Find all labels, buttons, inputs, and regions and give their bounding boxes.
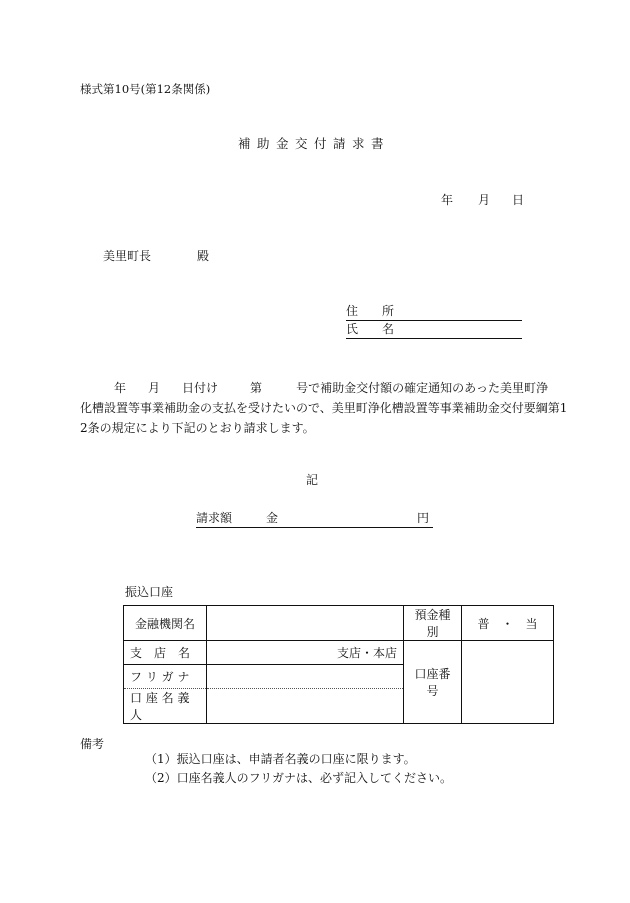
addressee — [103, 249, 209, 265]
name-label-1: 氏 — [346, 322, 359, 336]
table-row — [124, 641, 554, 665]
date-month-label: 月 — [478, 193, 491, 207]
form-number: 様式第10号(第12条関係) — [80, 82, 211, 96]
body-line-3: 2条の規定により下記のとおり請求します。 — [80, 421, 315, 435]
name-label-2: 名 — [382, 322, 395, 336]
address-label-1: 住 — [346, 304, 359, 318]
note-item-2: （2）口座名義人のフリガナは、必ず記入してください。 — [145, 771, 453, 785]
holder-label: 口 座 名 義 人 — [124, 689, 207, 724]
claim-unit: 円 — [416, 511, 429, 525]
date-day-label: 日 — [512, 193, 525, 207]
holder-input[interactable] — [207, 689, 404, 724]
account-number-input[interactable] — [462, 641, 554, 724]
claim-prefix: 金 — [266, 511, 279, 525]
deposit-type-value[interactable]: 普 ・ 当 — [462, 606, 554, 641]
body-month: 月 — [148, 381, 161, 395]
furigana-label: フ リ ガ ナ — [124, 665, 207, 689]
body-year: 年 — [114, 381, 127, 395]
body-line1-rest: 号で補助金交付額の確定通知のあった美里町浄 — [296, 381, 548, 395]
addressee-name: 美里町長 — [103, 249, 152, 263]
request-body — [80, 378, 578, 438]
ki-heading: 記 — [306, 473, 319, 487]
applicant-name-line[interactable] — [346, 322, 522, 339]
claim-amount-line[interactable] — [196, 511, 433, 528]
branch-input[interactable] — [207, 641, 404, 665]
body-line-1 — [80, 378, 578, 398]
notes-label: 備考 — [80, 737, 105, 751]
institution-label: 金融機関名 — [124, 606, 207, 641]
deposit-type-label: 預金種別 — [404, 606, 462, 641]
date-year-label: 年 — [441, 193, 454, 207]
body-dated: 日付け — [182, 381, 219, 395]
institution-input[interactable] — [207, 606, 404, 641]
body-no: 第 — [250, 381, 263, 395]
document-title: 補助金交付請求書 — [238, 136, 391, 151]
branch-label: 支 店 名 — [124, 641, 207, 665]
furigana-input[interactable] — [207, 665, 404, 689]
note-item-1: （1）振込口座は、申請者名義の口座に限ります。 — [145, 752, 416, 766]
address-label-2: 所 — [382, 304, 395, 318]
addressee-honorific: 殿 — [197, 249, 210, 263]
bank-section-label: 振込口座 — [125, 585, 174, 599]
bank-account-table — [123, 605, 554, 724]
table-row — [124, 606, 554, 641]
body-line-2: 化槽設置等事業補助金の支払を受けたいので、美里町浄化槽設置等事業補助金交付要綱第1 — [80, 401, 568, 415]
account-number-label: 口座番号 — [404, 641, 462, 724]
branch-suffix: 支店・本店 — [336, 646, 397, 660]
claim-label: 請求額 — [196, 511, 233, 525]
applicant-address-line[interactable] — [346, 304, 522, 321]
